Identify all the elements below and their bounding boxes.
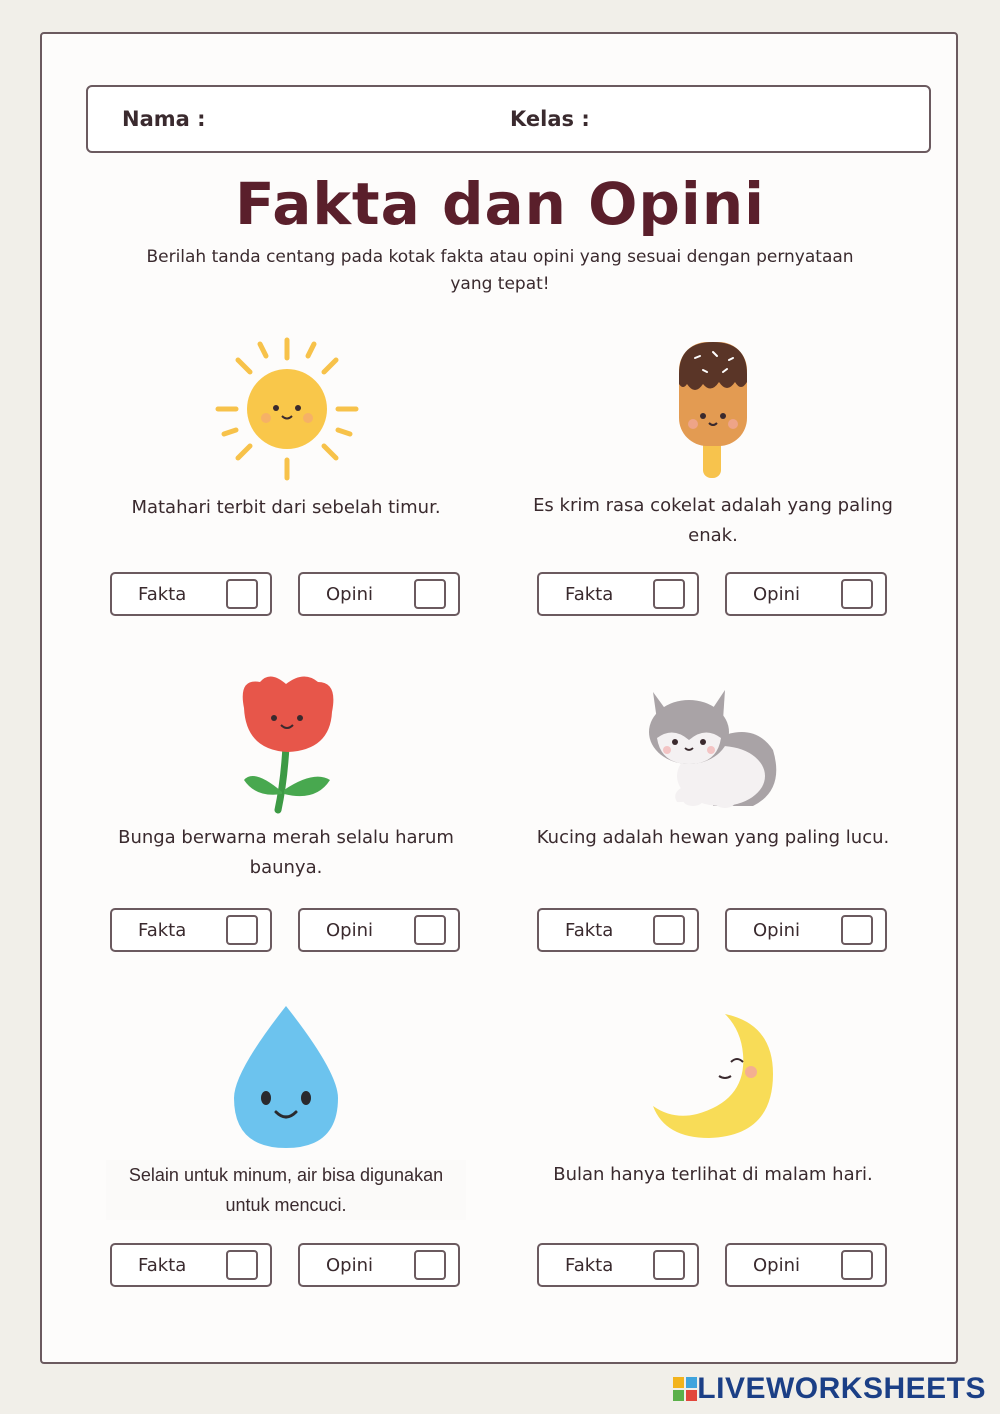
fact-checkbox[interactable] <box>653 579 685 609</box>
student-info-box <box>86 85 931 153</box>
name-label: Nama : <box>122 107 206 131</box>
statement-text: Kucing adalah hewan yang paling lucu. <box>536 827 890 848</box>
opinion-checkbox[interactable] <box>414 1250 446 1280</box>
brand-logo[interactable] <box>673 1372 986 1406</box>
statement-text: Matahari terbit dari sebelah timur. <box>131 497 441 518</box>
fact-option[interactable] <box>110 908 272 952</box>
opinion-label: Opini <box>753 584 801 605</box>
fact-label: Fakta <box>138 920 187 941</box>
opinion-checkbox[interactable] <box>841 915 873 945</box>
fact-option[interactable] <box>537 908 699 952</box>
statement-text: Selain untuk minum, air bisa digunakan untuk mencuci. <box>106 1160 466 1220</box>
fact-checkbox[interactable] <box>653 915 685 945</box>
fact-label: Fakta <box>565 584 614 605</box>
opinion-option[interactable] <box>725 908 887 952</box>
opinion-label: Opini <box>326 584 374 605</box>
brand-logo-icon <box>673 1377 697 1401</box>
opinion-option[interactable] <box>298 908 460 952</box>
sun-icon <box>214 334 360 484</box>
statement-text: Bulan hanya terlihat di malam hari. <box>553 1164 873 1185</box>
opinion-checkbox[interactable] <box>414 915 446 945</box>
question-card-1 <box>106 330 466 622</box>
question-card-3 <box>106 668 466 958</box>
page-title: Fakta dan Opini <box>234 170 765 238</box>
question-card-4 <box>533 668 893 958</box>
opinion-label: Opini <box>326 1255 374 1276</box>
class-label: Kelas : <box>510 107 590 131</box>
fact-option[interactable] <box>537 572 699 616</box>
opinion-checkbox[interactable] <box>841 1250 873 1280</box>
water-drop-icon <box>228 1002 344 1150</box>
opinion-option[interactable] <box>298 572 460 616</box>
opinion-option[interactable] <box>725 1243 887 1287</box>
brand-name: LIVEWORKSHEETS <box>697 1372 986 1405</box>
flower-icon <box>234 672 344 814</box>
question-card-6 <box>533 1000 893 1292</box>
fact-checkbox[interactable] <box>226 579 258 609</box>
fact-option[interactable] <box>110 572 272 616</box>
statement-text: Bunga berwarna merah selalu harum baunya. <box>118 827 454 878</box>
fact-checkbox[interactable] <box>226 915 258 945</box>
fact-option[interactable] <box>110 1243 272 1287</box>
opinion-label: Opini <box>753 1255 801 1276</box>
fact-checkbox[interactable] <box>653 1250 685 1280</box>
statement-text: Es krim rasa cokelat adalah yang paling enak. <box>533 495 893 546</box>
fact-label: Fakta <box>138 1255 187 1276</box>
opinion-checkbox[interactable] <box>414 579 446 609</box>
cat-icon <box>643 680 783 810</box>
opinion-option[interactable] <box>298 1243 460 1287</box>
question-card-2 <box>533 330 893 622</box>
fact-option[interactable] <box>537 1243 699 1287</box>
ice-cream-icon <box>675 334 751 484</box>
question-card-5 <box>106 1000 466 1292</box>
fact-label: Fakta <box>565 920 614 941</box>
opinion-label: Opini <box>753 920 801 941</box>
instructions: Berilah tanda centang pada kotak fakta atau opini yang sesuai dengan pernyataan yang tepat! <box>146 247 854 294</box>
opinion-checkbox[interactable] <box>841 579 873 609</box>
opinion-label: Opini <box>326 920 374 941</box>
fact-label: Fakta <box>138 584 187 605</box>
fact-checkbox[interactable] <box>226 1250 258 1280</box>
moon-icon <box>651 1010 777 1142</box>
opinion-option[interactable] <box>725 572 887 616</box>
fact-label: Fakta <box>565 1255 614 1276</box>
